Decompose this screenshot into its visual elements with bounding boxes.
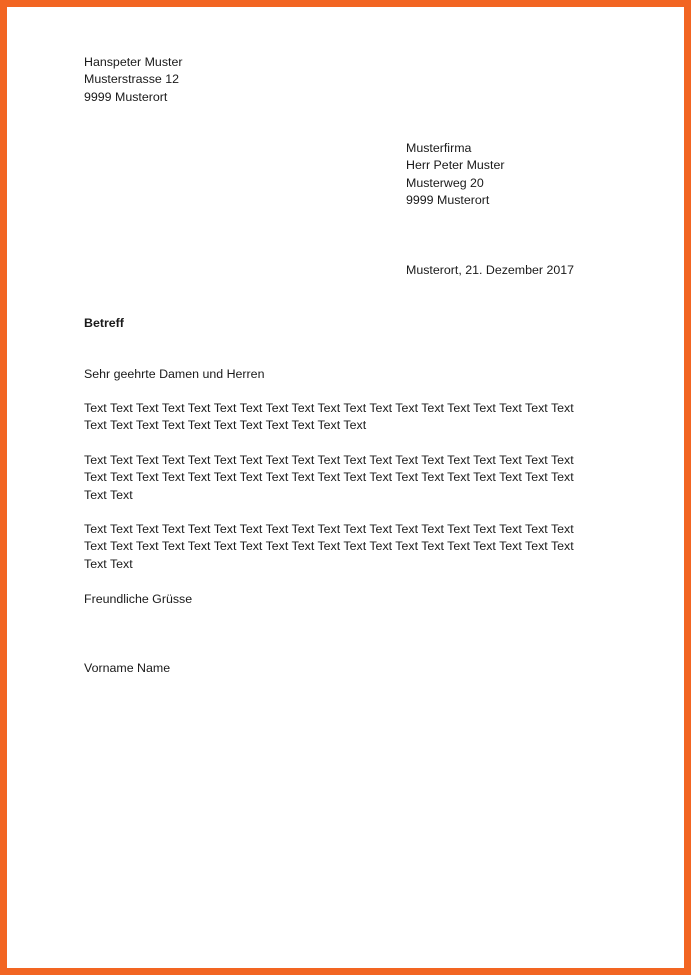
letter-subject: Betreff bbox=[84, 316, 124, 330]
sender-name: Hanspeter Muster bbox=[84, 55, 183, 69]
body-line: Text Text Text Text Text Text Text Text Text Text Text Text Text Text Text Text Text Text Text bbox=[84, 522, 574, 536]
body-paragraph-1 bbox=[84, 400, 624, 435]
body-line: Text Text bbox=[84, 556, 133, 571]
body-line: Text Text Text Text Text Text Text Text Text Text Text bbox=[84, 418, 367, 433]
body-line: Text Text Text Text Text Text Text Text Text Text Text Text Text Text Text Text Text Text Text bbox=[84, 453, 574, 467]
recipient-address bbox=[406, 140, 504, 209]
letter-salutation: Sehr geehrte Damen und Herren bbox=[84, 367, 265, 381]
body-line: Text Text bbox=[84, 487, 133, 502]
letter-page bbox=[7, 7, 684, 968]
letter-signature: Vorname Name bbox=[84, 661, 171, 675]
body-line: Text Text Text Text Text Text Text Text Text Text Text Text Text Text Text Text Text Text Text bbox=[84, 539, 574, 554]
body-paragraph-3 bbox=[84, 521, 624, 573]
body-line: Text Text Text Text Text Text Text Text Text Text Text Text Text Text Text Text Text Text Text bbox=[84, 470, 574, 485]
letter-closing: Freundliche Grüsse bbox=[84, 592, 193, 606]
body-paragraph-2 bbox=[84, 452, 624, 504]
letter-date: Musterort, 21. Dezember 2017 bbox=[406, 263, 575, 277]
sender-address bbox=[84, 54, 182, 106]
recipient-city: 9999 Musterort bbox=[406, 192, 490, 207]
body-line: Text Text Text Text Text Text Text Text Text Text Text Text Text Text Text Text Text Text Text bbox=[84, 401, 574, 415]
recipient-street: Musterweg 20 bbox=[406, 175, 484, 190]
recipient-company: Musterfirma bbox=[406, 141, 472, 155]
recipient-person: Herr Peter Muster bbox=[406, 158, 505, 173]
sender-street: Musterstrasse 12 bbox=[84, 72, 180, 87]
sender-city: 9999 Musterort bbox=[84, 89, 168, 104]
